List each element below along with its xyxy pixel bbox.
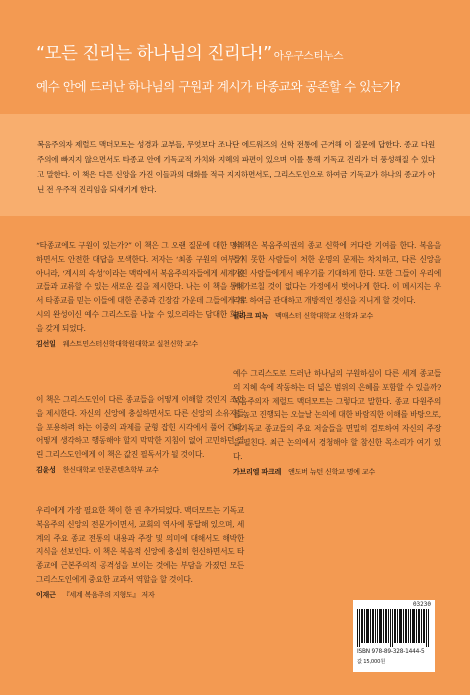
barcode-top-number: 03230 <box>412 601 431 608</box>
cover-header <box>0 0 470 112</box>
review-attribution <box>233 467 441 477</box>
review-attribution <box>36 465 244 475</box>
headline-quote <box>36 40 343 65</box>
review-1 <box>36 239 244 349</box>
review-text: 이 책은 복음주의권의 종교 신학에 커다란 기여를 한다. 복음을 들지 못한 사람들이 처한 운명의 문제는 차치하고, 다른 신앙을 가진 사람들에게서 배우기를 기대하게 한다. 또한 그들이 우리에게 가르칠 것이 없다는 가정에서 벗어나게 한다. 이 메시지는 우리로 하여금 관대하고 개방적인 정신을 지니게 할 것이다. <box>233 241 441 306</box>
review-2 <box>36 393 244 475</box>
review-5 <box>233 367 441 477</box>
reviewer-title: 맥매스터 신학대학교 신학과 교수 <box>275 311 374 320</box>
reviewer-title: 앤도버 뉴턴 신학교 명예 교수 <box>288 467 376 476</box>
reviewer-title: 웨스트민스터신학대학원대학교 실천신학 교수 <box>62 339 198 348</box>
quote-text: “모든 진리는 하나님의 진리다!” <box>36 44 272 64</box>
headline-question: 예수 안에 드러난 하나님의 구원과 계시가 타종교와 공존할 수 있는가? <box>36 79 401 94</box>
reviewer-name: 가브리엘 파크레 <box>233 467 282 476</box>
price-label: 값 15,000원 <box>357 659 386 665</box>
review-attribution <box>233 311 441 321</box>
review-4 <box>233 239 441 321</box>
reviewer-name: 김선일 <box>36 339 56 348</box>
reviewer-name: 김윤성 <box>36 465 56 474</box>
reviewer-name: 클라크 피녹 <box>233 311 269 320</box>
barcode-bars-icon <box>357 609 431 647</box>
reviewer-title: 『세계 복음주의 지형도』 저자 <box>62 590 155 599</box>
review-text: “타종교에도 구원이 있는가?” 이 책은 그 오랜 질문에 대한 명쾌하면서도 안전한 대답을 모색한다. 저자는 ‘최종 구원의 여부’가 아니라, ‘계시의 속성’이라는 맥락에서 복음주의자들에게 세계 종교들과 교류할 수 있는 새로운 길을 제시한다. 나는 이 책을 통해서 타종교를 믿는 이들에 대한 존중과 긴장감 가운데 그들에게 계시의 완성이신 예수 그리스도를 나눌 수 있으리라는 담대한 희망을 갖게 되었다. <box>36 241 244 333</box>
isbn-number: ISBN 978-89-328-1444-5 <box>357 649 425 655</box>
reviewer-name: 이재근 <box>36 590 56 599</box>
barcode-box <box>353 600 435 672</box>
review-text: 우리에게 가장 필요한 책이 한 권 추가되었다. 맥더모트는 기독교 복음주의 신앙의 전문가이면서, 교회의 역사에 통달해 있으며, 세계의 주요 종교 전통의 내용과 주장 및 의미에 대해서도 해박한 지식을 선보인다. 이 책은 복음적 신앙에 충실히 헌신하면서도 타종교에 근본주의적 공격성을 보이는 것에는 부담을 가졌던 모든 그리스도인에게 중요한 교과서 역할을 할 것이다. <box>36 506 244 584</box>
review-text: 이 책은 그리스도인이 다른 종교들을 어떻게 이해할 것인지 조언을 제시한다. 자신의 신앙에 충실하면서도 다른 신앙의 소유자들을 포용하려 하는 이중의 과제를 균형 잡힌 시각에서 풀어 간다. 어떻게 생각하고 행동해야 할지 막막한 지침이 없어 고민하던 열린 그리스도인에게 이 책은 값진 필독서가 될 것이다. <box>36 395 244 460</box>
review-3 <box>36 504 244 600</box>
review-text: 예수 그리스도로 드러난 하나님의 구원하심이 다른 세계 종교들의 지혜 속에 작동하는 더 넓은 범위의 은혜를 포함할 수 있을까? 복음주의자 제럴드 맥더모트는 그렇다고 말한다. 종교 다원주의를 높고 진행되는 오늘날 논의에 대한 바람직한 이해를 바탕으로, 비기독교 종교들의 주요 저술들을 면밀히 검토하여 자신의 주장을 펼친다. 최근 논의에서 경청해야 할 참신한 목소리가 여기 있다. <box>233 369 441 461</box>
reviewer-title: 한신대학교 인문콘텐츠학부 교수 <box>62 465 159 474</box>
quote-author: 아우구스티누스 <box>273 50 344 62</box>
intro-paragraph: 복음주의자 제럴드 맥더모트는 성경과 교부들, 무엇보다 조나단 에드워즈의 신학 전통에 근거해 이 질문에 답한다. 종교 다원주의에 빠지지 않으면서도 타종교 안에 기독교적 가치와 지혜의 파편이 있으며 이를 통해 기독교 진리가 더 풍성해질 수 있다고 말한다. 이 책은 다른 신앙을 가진 이들과의 대화를 적극 지지하면서도, 그리스도인으로 하여금 기독교가 하나의 종교가 아닌 전 우주적 진리임을 되새기게 한다. <box>37 140 435 194</box>
review-attribution <box>36 590 244 600</box>
review-attribution <box>36 339 244 349</box>
